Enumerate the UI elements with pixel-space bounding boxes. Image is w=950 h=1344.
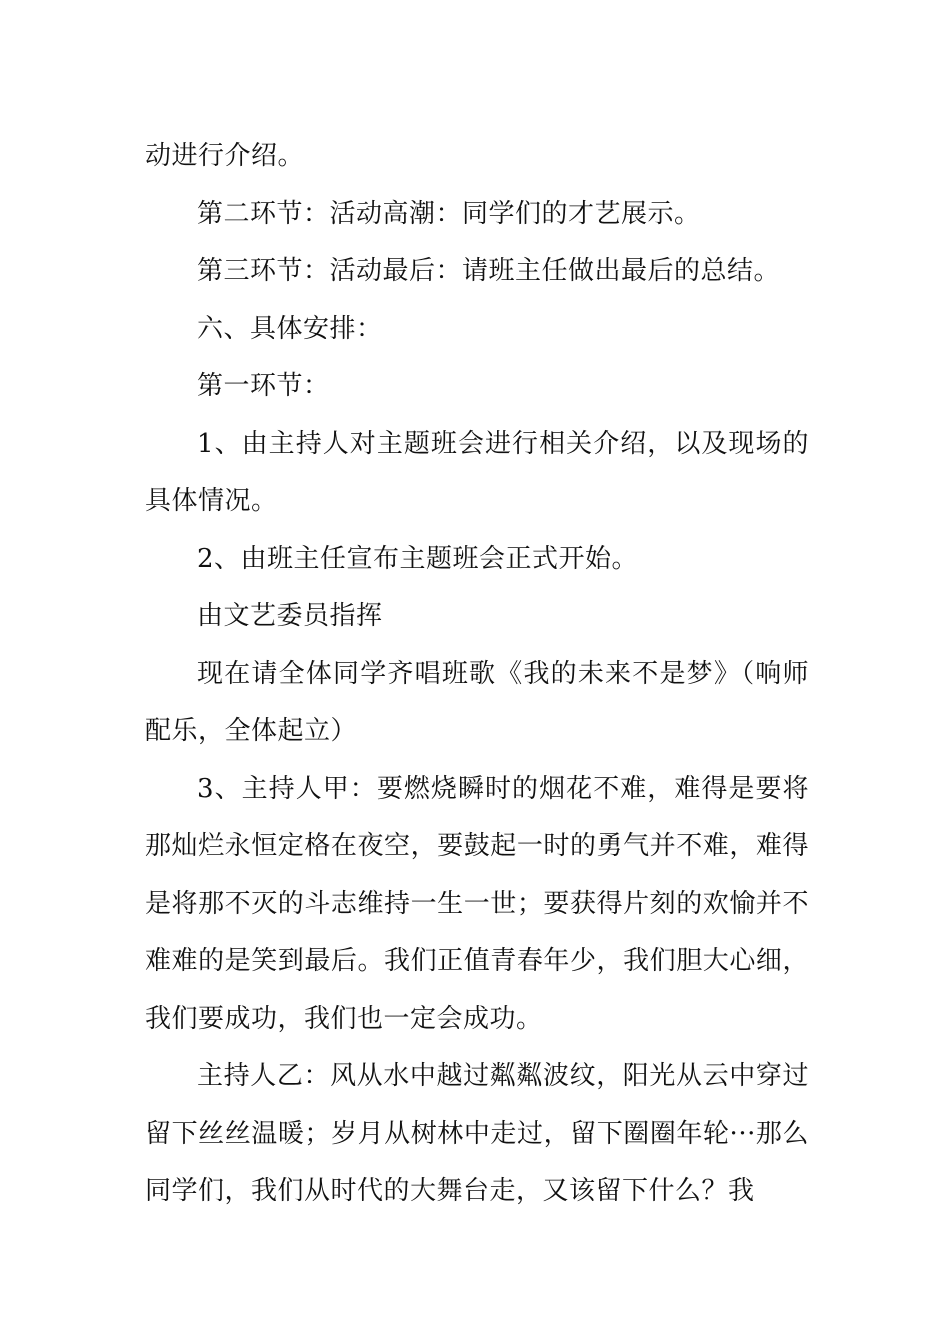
paragraph: 1、由主持人对主题班会进行相关介绍，以及现场的具体情况。 [145, 428, 809, 516]
paragraph: 第二环节：活动高潮：同学们的才艺展示。 [197, 198, 701, 229]
paragraph: 动进行介绍。 [145, 141, 305, 171]
paragraph: 现在请全体同学齐唱班歌《我的未来不是梦》（响师配乐，全体起立） [145, 658, 809, 746]
document-body [145, 128, 809, 1221]
paragraph: 主持人乙：风从水中越过粼粼波纹，阳光从云中穿过留下丝丝温暖；岁月从树林中走过，留下圈圈年轮···那么同学们，我们从时代的大舞台走，又该留下什么？我 [145, 1061, 809, 1206]
paragraph: 2、由班主任宣布主题班会正式开始。 [197, 543, 639, 574]
paragraph: 由文艺委员指挥 [197, 601, 383, 631]
subsection-heading: 第一环节： [197, 371, 330, 401]
paragraph: 第三环节：活动最后：请班主任做出最后的总结。 [197, 256, 781, 286]
section-heading: 六、具体安排： [197, 313, 383, 344]
paragraph: 3、主持人甲：要燃烧瞬时的烟花不难，难得是要将那灿烂永恒定格在夜空，要鼓起一时的勇气并不难，难得是将那不灭的斗志维持一生一世；要获得片刻的欢愉并不难难的是笑到最后。我们正值青春年少，我们胆大心细，我们要成功，我们也一定会成功。 [145, 773, 809, 1034]
